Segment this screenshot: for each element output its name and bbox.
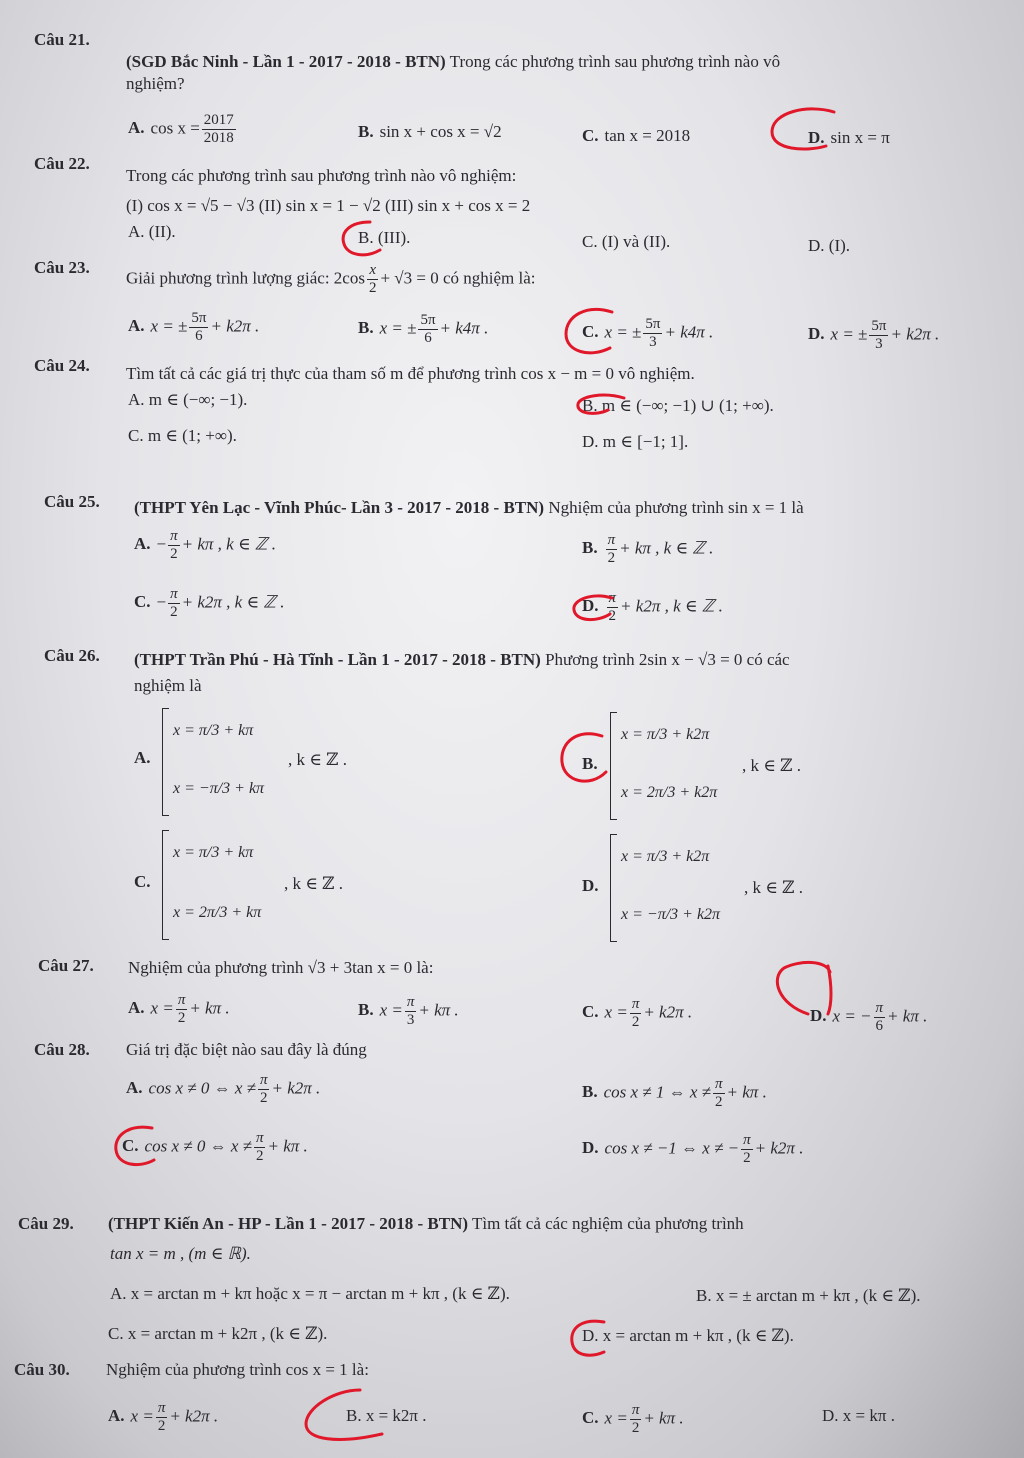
question-text: Trong các phương trình sau phương trình nào vô nghiệm:	[126, 166, 517, 185]
option-a-label[interactable]: A.	[134, 748, 151, 767]
option-a[interactable]: A. x = arctan m + kπ hoặc x = π − arctan m + kπ , (k ∈ ℤ).	[110, 1284, 510, 1303]
option-a[interactable]: A. cos x = $\frac{2017}{2018}$	[128, 112, 234, 146]
option-d[interactable]: D. sin x = π	[808, 128, 890, 147]
question-text: Nghiệm của phương trình cos x = 1 là:	[106, 1360, 369, 1379]
question-number: Câu 25.	[44, 492, 100, 511]
fraction: $\frac{2017}{2018}$	[203, 112, 234, 146]
option-d[interactable]: D. x = ± $\frac{5\pi}{3}$ + k2π .	[808, 318, 940, 352]
question-text: Tìm tất cả các nghiệm của phương trình	[471, 1214, 744, 1233]
option-b[interactable]: B. $\frac{\pi}{2}$ + kπ , k ∈ ℤ .	[582, 532, 714, 566]
option-c[interactable]: C. − $\frac{\pi}{2}$ + k2π , k ∈ ℤ .	[134, 586, 285, 620]
option-a[interactable]: A. − $\frac{\pi}{2}$ + kπ , k ∈ ℤ .	[134, 528, 276, 562]
question-number: Câu 28.	[34, 1040, 90, 1059]
question-text-cont: nghiệm?	[126, 74, 185, 93]
question-number: Câu 22.	[34, 154, 90, 173]
option-b[interactable]: B. m ∈ (−∞; −1) ∪ (1; +∞).	[582, 396, 774, 415]
option-a[interactable]: A. cos x ≠ 0 ⇔ x ≠ $\frac{\pi}{2}$ + k2π .	[126, 1072, 321, 1106]
option-d[interactable]: D. x = kπ .	[822, 1406, 895, 1425]
option-b[interactable]: B. x = k2π .	[346, 1406, 427, 1425]
option-c[interactable]: C. (I) và (II).	[582, 232, 671, 251]
option-c[interactable]: C. cos x ≠ 0 ⇔ x ≠ $\frac{\pi}{2}$ + kπ .	[122, 1130, 308, 1164]
option-b[interactable]: B. x = ± $\frac{5\pi}{6}$ + k4π .	[358, 312, 489, 346]
question-text: Tìm tất cả các giá trị thực của tham số m để phương trình cos x − m = 0 vô nghiệm.	[126, 364, 695, 383]
option-b[interactable]: B. sin x + cos x = √2	[358, 122, 502, 141]
option-a[interactable]: A. x = $\frac{\pi}{2}$ + k2π .	[108, 1400, 219, 1434]
question-source: (SGD Bắc Ninh - Lần 1 - 2017 - 2018 - BTN)	[126, 52, 446, 71]
question-text: Nghiệm của phương trình sin x = 1 là	[548, 498, 804, 517]
question-source: (THPT Trần Phú - Hà Tĩnh - Lần 1 - 2017 - 2018 - BTN)	[134, 650, 541, 669]
option-d[interactable]: D. (I).	[808, 236, 851, 255]
question-number: Câu 21.	[34, 30, 90, 49]
question-text: Trong các phương trình sau phương trình nào vô	[449, 52, 781, 71]
option-a-system[interactable]: x = π/3 + kπ x = −π/3 + kπ	[162, 708, 293, 816]
option-b[interactable]: B. x = $\frac{\pi}{3}$ + kπ .	[358, 994, 459, 1028]
option-b-system[interactable]: x = π/3 + k2π x = 2π/3 + k2π	[610, 712, 751, 820]
option-a[interactable]: A. x = $\frac{\pi}{2}$ + kπ .	[128, 992, 230, 1026]
option-c[interactable]: C. x = ± $\frac{5\pi}{3}$ + k4π .	[582, 316, 714, 350]
option-d[interactable]: D. cos x ≠ −1 ⇔ x ≠ − $\frac{\pi}{2}$ + k2π .	[582, 1132, 804, 1166]
question-text-cont: tan x = m , (m ∈ ℝ).	[110, 1244, 251, 1263]
option-c-label[interactable]: C.	[134, 872, 151, 891]
option-d-label[interactable]: D.	[582, 876, 599, 895]
question-number: Câu 24.	[34, 356, 90, 375]
question-items: (I) cos x = √5 − √3 (II) sin x = 1 − √2 (III) sin x + cos x = 2	[126, 196, 531, 215]
option-c[interactable]: C. m ∈ (1; +∞).	[128, 426, 237, 445]
option-c[interactable]: C. tan x = 2018	[582, 126, 691, 145]
option-b-label[interactable]: B.	[582, 754, 598, 773]
option-d[interactable]: D. x = − $\frac{\pi}{6}$ + kπ .	[810, 1000, 928, 1034]
option-d[interactable]: D. m ∈ [−1; 1].	[582, 432, 689, 451]
option-d[interactable]: D. x = arctan m + kπ , (k ∈ ℤ).	[582, 1326, 794, 1345]
option-c[interactable]: C. x = $\frac{\pi}{2}$ + kπ .	[582, 1402, 684, 1436]
question-number: Câu 29.	[18, 1214, 74, 1233]
option-c[interactable]: C. x = arctan m + k2π , (k ∈ ℤ).	[108, 1324, 328, 1343]
question-number: Câu 26.	[44, 646, 100, 665]
question-text-cont: nghiệm là	[134, 676, 202, 695]
option-b[interactable]: B. (III).	[358, 228, 411, 247]
option-c[interactable]: C. x = $\frac{\pi}{2}$ + k2π .	[582, 996, 693, 1030]
question-text: Phương trình 2sin x − √3 = 0 có các	[545, 650, 790, 669]
option-d-system[interactable]: x = π/3 + k2π x = −π/3 + k2π	[610, 834, 751, 942]
option-a[interactable]: A. m ∈ (−∞; −1).	[128, 390, 248, 409]
question-source: (THPT Kiến An - HP - Lần 1 - 2017 - 2018 - BTN)	[108, 1214, 469, 1233]
question-text: Nghiệm của phương trình √3 + 3tan x = 0 là:	[128, 958, 434, 977]
question-number: Câu 30.	[14, 1360, 70, 1379]
option-a[interactable]: A. (II).	[128, 222, 176, 241]
option-b[interactable]: B. x = ± arctan m + kπ , (k ∈ ℤ).	[696, 1286, 921, 1305]
option-b[interactable]: B. cos x ≠ 1 ⇔ x ≠ $\frac{\pi}{2}$ + kπ .	[582, 1076, 767, 1110]
option-d[interactable]: D. $\frac{\pi}{2}$ + k2π , k ∈ ℤ .	[582, 590, 723, 624]
question-source: (THPT Yên Lạc - Vĩnh Phúc- Lần 3 - 2017 - 2018 - BTN)	[134, 498, 545, 517]
question-text: Giải phương trình lượng giác: 2cos $\frac{x}{2}$ + √3 = 0 có nghiệm là:	[126, 262, 536, 296]
option-a[interactable]: A. x = ± $\frac{5\pi}{6}$ + k2π .	[128, 310, 260, 344]
question-text: Giá trị đặc biệt nào sau đây là đúng	[126, 1040, 367, 1059]
question-number: Câu 27.	[38, 956, 94, 975]
option-c-system[interactable]: x = π/3 + kπ x = 2π/3 + kπ	[162, 830, 293, 940]
question-number: Câu 23.	[34, 258, 90, 277]
